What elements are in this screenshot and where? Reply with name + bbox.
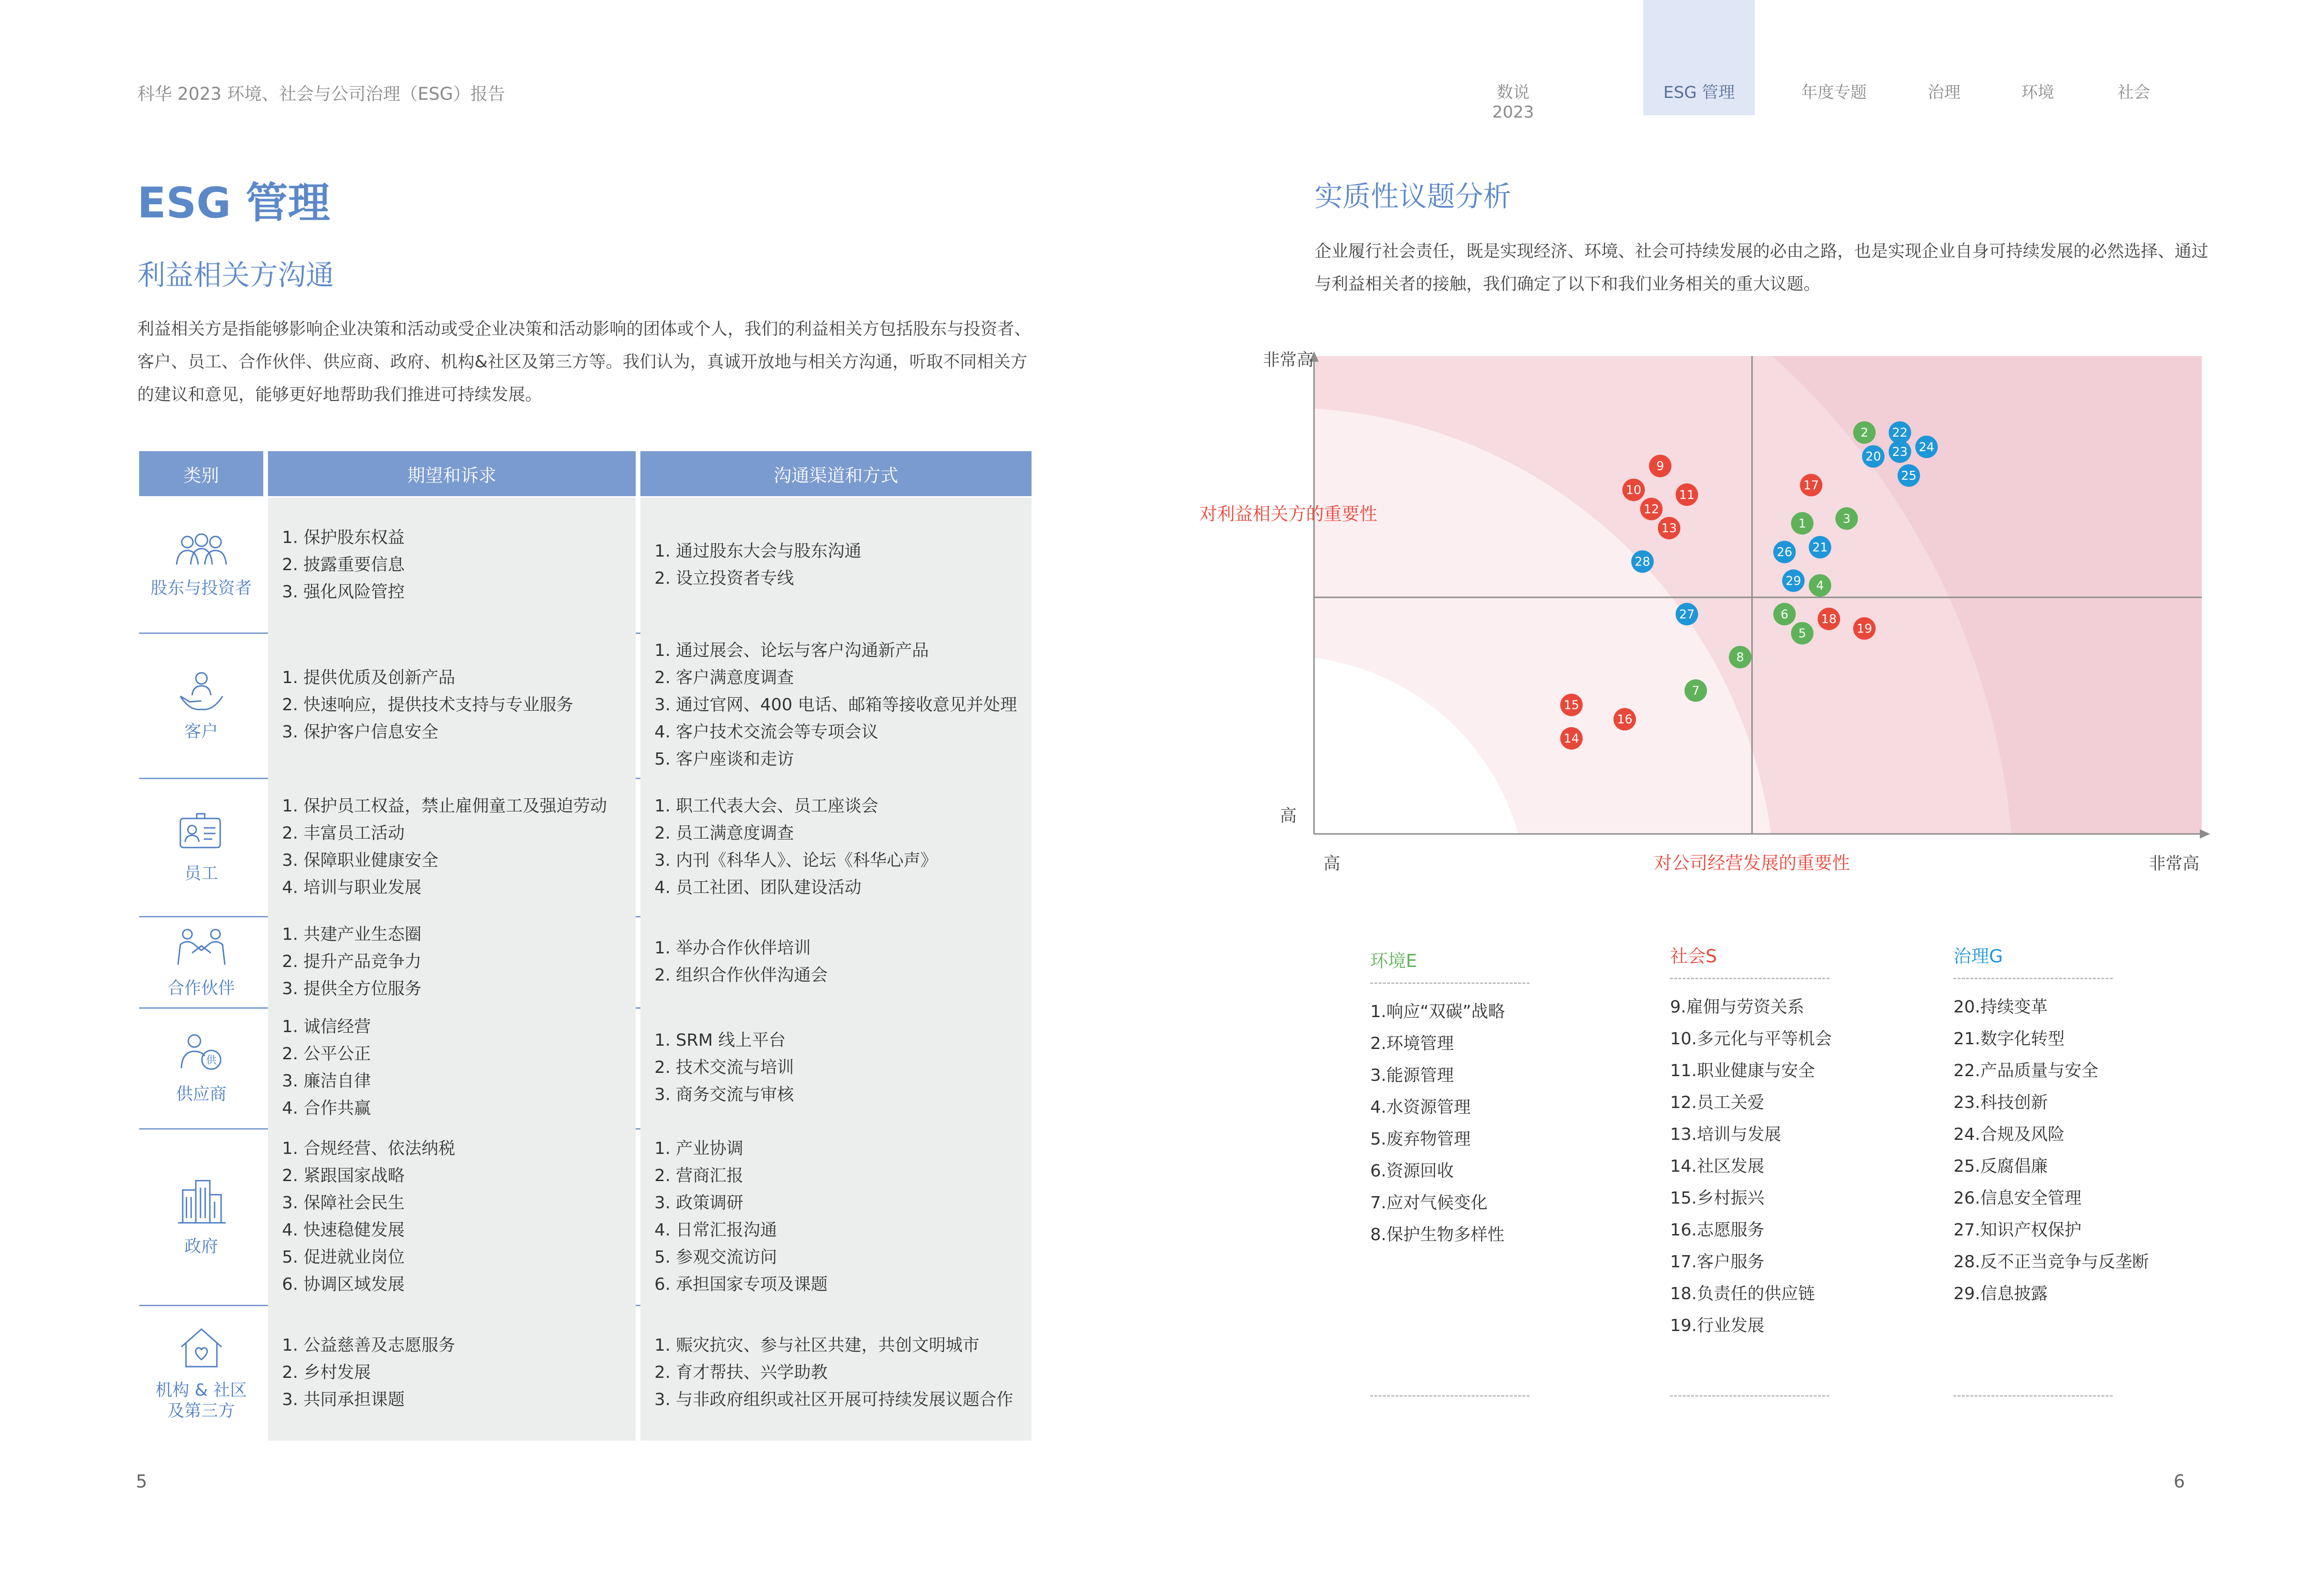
legend-item: 17.客户服务 xyxy=(1670,1252,1765,1272)
y-tick-high: 非常高 xyxy=(1262,350,1314,370)
data-point-label: 13 xyxy=(1661,521,1677,536)
legend-divider xyxy=(1953,978,2113,979)
legend-item: 6.资源回收 xyxy=(1370,1161,1454,1181)
x-tick-low: 高 xyxy=(1323,854,1341,873)
channel-item: 2. 设立投资者专线 xyxy=(654,569,794,588)
channels-cell xyxy=(640,1007,1032,1128)
stakeholder-category-label: 供应商 xyxy=(176,1085,227,1104)
stakeholder-category xyxy=(139,1007,263,1128)
expectation-item: 2. 快速响应，提供技术支持与专业服务 xyxy=(282,695,573,714)
channel-item: 1. 通过股东大会与股东沟通 xyxy=(654,542,861,561)
legend-governance xyxy=(1953,942,2149,1310)
channels-cell xyxy=(640,1305,1032,1441)
legend-item: 5.废弃物管理 xyxy=(1370,1130,1471,1149)
channels-cell xyxy=(640,1128,1032,1305)
table-row xyxy=(139,1128,1032,1305)
people-group-icon xyxy=(171,532,232,578)
x-tick-high: 非常高 xyxy=(2148,854,2199,873)
legend-divider xyxy=(1670,978,1829,979)
legend-item: 16.志愿服务 xyxy=(1670,1220,1765,1240)
channel-item: 1. SRM 线上平台 xyxy=(654,1031,786,1050)
channel-item: 4. 日常汇报沟通 xyxy=(654,1220,777,1240)
expectation-item: 3. 保障社会民生 xyxy=(282,1193,405,1213)
channel-item: 1. 举办合作伙伴培训 xyxy=(654,938,811,958)
legend-society xyxy=(1670,942,1832,1342)
expectation-item: 3. 提供全方位服务 xyxy=(282,979,422,998)
data-point-label: 7 xyxy=(1692,684,1700,698)
hand-person-icon xyxy=(176,668,227,722)
data-point-label: 24 xyxy=(1919,440,1935,454)
channel-item: 4. 客户技术交流会等专项会议 xyxy=(654,722,878,742)
data-point-label: 4 xyxy=(1816,579,1824,593)
data-point-label: 21 xyxy=(1812,541,1828,555)
legend-item: 21.数字化转型 xyxy=(1953,1029,2065,1049)
legend-item: 2.环境管理 xyxy=(1370,1034,1454,1053)
table-row xyxy=(139,778,1032,916)
expectation-item: 5. 促进就业岗位 xyxy=(282,1247,405,1267)
channels-cell xyxy=(640,916,1032,1007)
expectations-cell xyxy=(268,916,636,1007)
y-tick-low: 高 xyxy=(1279,806,1297,826)
expectation-item: 2. 提升产品竞争力 xyxy=(282,952,422,971)
channel-item: 2. 客户满意度调查 xyxy=(654,668,794,687)
stakeholder-category xyxy=(139,916,263,1007)
page-number-left: 5 xyxy=(136,1471,148,1492)
expectations-cell xyxy=(268,632,636,778)
legend-item: 20.持续变革 xyxy=(1953,997,2048,1017)
expectations-cell xyxy=(268,1128,636,1305)
channels-cell xyxy=(640,632,1032,778)
channel-item: 2. 员工满意度调查 xyxy=(654,823,794,843)
expectations-cell xyxy=(268,498,636,632)
materiality-title: 实质性议题分析 xyxy=(1314,180,1511,213)
table-row xyxy=(139,498,1032,632)
stakeholder-category xyxy=(139,632,263,778)
stakeholder-category xyxy=(139,1305,263,1441)
data-point-label: 6 xyxy=(1781,607,1789,622)
expectation-item: 2. 乡村发展 xyxy=(282,1363,371,1382)
nav-tab-esg-management[interactable]: ESG 管理 xyxy=(1663,83,1735,102)
nav-tab-annual-topic[interactable]: 年度专题 xyxy=(1801,83,1867,102)
legend-item: 15.乡村振兴 xyxy=(1670,1189,1765,1208)
stakeholder-category xyxy=(139,1128,263,1305)
expectation-item: 4. 培训与职业发展 xyxy=(282,878,422,897)
stakeholder-category-label: 及第三方 xyxy=(167,1401,235,1421)
legend-title: 环境E xyxy=(1370,951,1418,971)
data-point-label: 2 xyxy=(1860,426,1869,440)
table-row xyxy=(139,1305,1032,1441)
top-navigation xyxy=(1476,0,2197,122)
channel-item: 3. 商务交流与审核 xyxy=(654,1085,794,1104)
data-point-label: 16 xyxy=(1617,713,1633,727)
data-point-label: 20 xyxy=(1865,450,1881,464)
channel-item: 1. 产业协调 xyxy=(654,1138,743,1158)
stakeholder-category xyxy=(139,778,263,916)
expectation-item: 1. 公益慈善及志愿服务 xyxy=(282,1336,455,1355)
expectation-item: 1. 合规经营、依法纳税 xyxy=(282,1138,455,1158)
channel-item: 1. 赈灾抗灾、参与社区共建，共创文明城市 xyxy=(654,1336,980,1355)
legend-item: 10.多元化与平等机会 xyxy=(1670,1029,1832,1049)
table-header-expectations: 期望和诉求 xyxy=(268,451,636,496)
legend-title: 社会S xyxy=(1670,946,1717,967)
id-badge-icon xyxy=(176,810,227,863)
legend-item: 23.科技创新 xyxy=(1953,1093,2048,1112)
expectations-cell xyxy=(268,1007,636,1128)
table-header-category: 类别 xyxy=(139,451,263,496)
materiality-matrix-chart xyxy=(1199,347,2225,890)
data-point-label: 22 xyxy=(1892,426,1908,440)
section-title: 利益相关方沟通 xyxy=(137,259,334,292)
data-point-label: 9 xyxy=(1656,459,1664,474)
legend-title: 治理G xyxy=(1953,946,2003,967)
legend-item: 24.合规及风险 xyxy=(1953,1125,2065,1144)
expectation-item: 2. 紧跟国家战略 xyxy=(282,1166,405,1185)
legend-item: 8.保护生物多样性 xyxy=(1370,1225,1505,1244)
data-point-label: 8 xyxy=(1736,650,1744,665)
channel-item: 1. 通过展会、论坛与客户沟通新产品 xyxy=(654,641,929,660)
legend-item: 3.能源管理 xyxy=(1370,1066,1454,1085)
legend-item: 1.响应“双碳”战略 xyxy=(1370,1002,1505,1021)
table-header-channels: 沟通渠道和方式 xyxy=(640,451,1032,496)
channel-item: 2. 组织合作伙伴沟通会 xyxy=(654,965,828,985)
channel-item: 6. 承担国家专项及课题 xyxy=(654,1274,828,1294)
y-axis-label: 对利益相关方的重要性 xyxy=(1199,504,1378,524)
data-point-label: 27 xyxy=(1679,607,1695,622)
table-row xyxy=(139,916,1032,1007)
data-point-label: 5 xyxy=(1798,626,1806,641)
data-point-label: 25 xyxy=(1901,469,1917,483)
legend-item: 29.信息披露 xyxy=(1953,1284,2048,1303)
legend-item: 13.培训与发展 xyxy=(1670,1125,1782,1144)
legend-bottom-divider xyxy=(1953,1395,2113,1397)
stakeholder-category-label: 合作伙伴 xyxy=(167,978,235,998)
nav-tab-governance[interactable]: 治理 xyxy=(1927,83,1960,102)
channel-item: 2. 技术交流与培训 xyxy=(654,1058,794,1077)
expectation-item: 6. 协调区域发展 xyxy=(282,1274,405,1294)
data-point-label: 28 xyxy=(1634,555,1650,569)
materiality-intro: 企业履行社会责任，既是实现经济、环境、社会可持续发展的必由之路，也是实现企业自身可持续发展的必然选择、通过与利益相关者的接触，我们确定了以下和我们业务相关的重大议题。 xyxy=(1314,242,2209,294)
data-point-label: 15 xyxy=(1564,698,1580,713)
legend-item: 9.雇佣与劳资关系 xyxy=(1670,997,1804,1017)
legend-item: 7.应对气候变化 xyxy=(1370,1193,1488,1213)
expectation-item: 3. 强化风险管控 xyxy=(282,582,405,602)
data-point-label: 26 xyxy=(1776,545,1792,560)
legend-bottom-divider xyxy=(1370,1395,1530,1397)
data-point-label: 11 xyxy=(1679,488,1695,502)
expectation-item: 2. 公平公正 xyxy=(282,1044,371,1064)
nav-tab-data-2023[interactable]: 数说 2023 xyxy=(1492,83,1534,122)
legend-item: 26.信息安全管理 xyxy=(1953,1189,2082,1208)
stakeholder-category-label: 机构 & 社区 xyxy=(156,1380,247,1400)
legend-bottom-divider xyxy=(1670,1395,1829,1397)
expectation-item: 3. 保障职业健康安全 xyxy=(282,850,438,870)
expectation-item: 1. 共建产业生态圈 xyxy=(282,924,422,944)
expectation-item: 3. 廉洁自律 xyxy=(282,1071,371,1091)
expectations-cell xyxy=(268,1305,636,1441)
data-point-label: 1 xyxy=(1798,517,1806,531)
stakeholder-category xyxy=(139,498,263,632)
data-point-label: 19 xyxy=(1856,622,1872,636)
legend-item: 28.反不正当竞争与反垄断 xyxy=(1953,1252,2149,1272)
legend-environment xyxy=(1370,946,1530,1251)
data-point-label: 12 xyxy=(1643,502,1659,517)
expectations-cell xyxy=(268,778,636,916)
channel-item: 1. 职工代表大会、员工座谈会 xyxy=(654,796,878,816)
x-axis-label: 对公司经营发展的重要性 xyxy=(1654,853,1850,873)
supplier-icon xyxy=(176,1031,227,1084)
stakeholder-category-label: 员工 xyxy=(184,863,218,883)
data-point-label: 14 xyxy=(1564,732,1580,746)
channel-item: 3. 政策调研 xyxy=(654,1193,743,1213)
legend-item: 18.负责任的供应链 xyxy=(1670,1284,1815,1303)
legend-item: 22.产品质量与安全 xyxy=(1953,1061,2099,1080)
expectation-item: 2. 丰富员工活动 xyxy=(282,823,405,843)
legend-item: 25.反腐倡廉 xyxy=(1953,1157,2048,1176)
data-point-label: 3 xyxy=(1842,512,1851,526)
home-heart-icon xyxy=(176,1324,227,1380)
channels-cell xyxy=(640,498,1032,632)
channel-item: 3. 通过官网、400 电话、邮箱等接收意见并处理 xyxy=(654,695,1017,714)
stakeholder-category-label: 客户 xyxy=(184,722,218,741)
section-intro: 利益相关方是指能够影响企业决策和活动或受企业决策和活动影响的团体或个人，我们的利益相关方包括股东与投资者、客户、员工、合作伙伴、供应商、政府、机构&社区及第三方等。我们认为，真诚开放地与相关方沟通，听取不同相关方的建议和意见，能够更好地帮助我们推进可持续发展。 xyxy=(137,320,1032,404)
expectation-item: 1. 保护员工权益，禁止雇佣童工及强迫劳动 xyxy=(282,796,607,816)
legend-item: 4.水资源管理 xyxy=(1370,1098,1471,1117)
data-point-label: 18 xyxy=(1821,612,1837,626)
channel-item: 3. 与非政府组织或社区开展可持续发展议题合作 xyxy=(654,1390,1013,1409)
channel-item: 5. 参观交流访问 xyxy=(654,1247,777,1267)
page-number-right: 6 xyxy=(2174,1471,2185,1492)
legend-item: 11.职业健康与安全 xyxy=(1670,1061,1815,1080)
expectation-item: 1. 保护股东权益 xyxy=(282,528,405,547)
report-title: 科华 2023 环境、社会与公司治理（ESG）报告 xyxy=(137,84,505,104)
expectation-item: 4. 快速稳健发展 xyxy=(282,1220,405,1240)
channel-item: 2. 育才帮扶、兴学助教 xyxy=(654,1363,828,1382)
channel-item: 5. 客户座谈和走访 xyxy=(654,750,794,769)
stakeholder-category-label: 政府 xyxy=(184,1237,218,1256)
channel-item: 2. 营商汇报 xyxy=(654,1166,743,1185)
legend-item: 12.员工关爱 xyxy=(1670,1093,1765,1112)
channel-item: 4. 员工社团、团队建设活动 xyxy=(654,878,861,897)
x-axis-arrow xyxy=(2200,829,2210,839)
channel-item: 3. 内刊《科华人》、论坛《科华心声》 xyxy=(654,850,937,870)
legend-divider xyxy=(1370,982,1530,984)
expectation-item: 1. 诚信经营 xyxy=(282,1017,371,1036)
data-point-label: 10 xyxy=(1626,483,1641,498)
legend-item: 27.知识产权保护 xyxy=(1953,1220,2082,1240)
building-icon xyxy=(173,1176,230,1236)
nav-tab-society[interactable]: 社会 xyxy=(2117,83,2150,102)
data-point-label: 17 xyxy=(1803,478,1819,493)
page-title: ESG 管理 xyxy=(137,179,330,228)
channels-cell xyxy=(640,778,1032,916)
data-point-label: 23 xyxy=(1892,445,1908,459)
expectation-item: 3. 共同承担课题 xyxy=(282,1390,405,1409)
legend-item: 14.社区发展 xyxy=(1670,1157,1765,1176)
data-point-label: 29 xyxy=(1785,574,1801,588)
stakeholder-category-label: 股东与投资者 xyxy=(150,578,252,598)
table-row xyxy=(139,1007,1032,1128)
expectation-item: 2. 披露重要信息 xyxy=(282,555,405,574)
svg-text:供: 供 xyxy=(206,1055,216,1066)
expectation-item: 1. 提供优质及创新产品 xyxy=(282,668,455,687)
legend-item: 19.行业发展 xyxy=(1670,1316,1765,1335)
partners-icon xyxy=(171,925,232,978)
expectation-item: 3. 保护客户信息安全 xyxy=(282,722,438,742)
table-row xyxy=(139,632,1032,778)
expectation-item: 4. 合作共赢 xyxy=(282,1099,371,1118)
nav-tab-environment[interactable]: 环境 xyxy=(2021,83,2054,102)
